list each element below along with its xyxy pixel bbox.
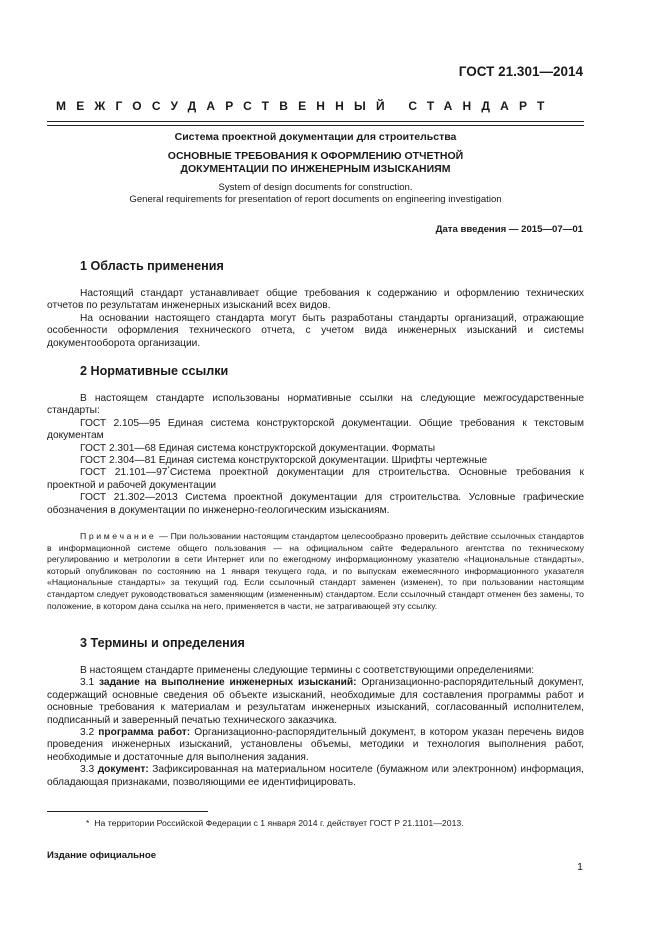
english-title-line-1: System of design documents for construction.: [218, 182, 413, 193]
paragraph: Настоящий стандарт устанавливает общие требования к содержанию и оформлению технических отчетов по результатам инженерных изысканий всех видов.: [47, 288, 584, 312]
footnote-divider: [47, 811, 208, 812]
term-definition: [47, 727, 584, 764]
section-1-heading: 1 Область применения: [80, 259, 224, 273]
note-block: [47, 531, 584, 612]
note-text: — При пользовании настоящим стандартом целесообразно проверить действие ссылочных стандартов в информационной системе общего пользования — на официальном сайте Федерального агентства по техническому регулированию и метрологии в сети Интернет или по ежегодному информационному указателю «Национальные стандарты», который опубликован по состоянию на 1 января текущего года, и по выпускам ежемесячного информационного указателя «Национальные стандарты» за текущий год. Если ссылочный стандарт заменен (изменен), то при пользовании настоящим стандартом следует руководствоваться заменяющим (измененным) стандартом. Если ссылочный стандарт отменен без замены, то положение, в котором дана ссылка на него, применяется в части, не затрагивающей эту ссылку.: [47, 531, 584, 611]
reference-item: ГОСТ 2.301—68 Единая система конструкторской документации. Форматы: [80, 442, 436, 454]
term-name: программа работ:: [98, 727, 191, 739]
term-name: документ:: [97, 764, 149, 776]
note-label: Примечание: [80, 531, 157, 541]
section-3-body: [47, 665, 584, 789]
paragraph: В настоящем стандарте применены следующие термины с соответствующими определениями:: [80, 665, 535, 676]
term-number: 3.1: [80, 677, 95, 689]
header-rule-thin: [47, 125, 584, 126]
footnote-text: На территории Российской Федерации с 1 января 2014 г. действует ГОСТ Р 21.1101—2013.: [94, 818, 464, 828]
english-title-line-2: General requirements for presentation of report documents on engineering investigation: [129, 193, 502, 205]
footnote-mark: *: [167, 467, 170, 474]
paragraph: На основании настоящего стандарта могут быть разработаны стандарты организаций, отражающие особенности оформления технического отчета, с учетом вида инженерных изысканий и системы документооборота организации.: [47, 312, 584, 349]
standard-type-banner: МЕЖГОСУДАРСТВЕННЫЙ СТАНДАРТ: [56, 99, 555, 113]
section-2-body: [47, 393, 584, 517]
reference-item: ГОСТ 2.304—81 Единая система конструкторской документации. Шрифты чертежные: [80, 455, 488, 467]
term-text: Организационно-распорядительный документ, содержащий основные сведения об объекте изысканий, необходимые для составления программы работ и основные требования к материалам и результатам инженерных изысканий, согласованный исполнителем, подписанный и заверенный печатью технического заказчика.: [47, 677, 584, 726]
term-name: задание на выполнение инженерных изысканий:: [98, 677, 357, 689]
introduction-date: Дата введения — 2015—07—01: [435, 224, 583, 235]
standard-code: ГОСТ 21.301—2014: [458, 64, 583, 79]
paragraph: В настоящем стандарте использованы нормативные ссылки на следующие межгосударственные стандарты:: [47, 393, 584, 417]
reference-text: Система проектной документации для строительства. Основные требования к проектной и рабочей документации: [47, 467, 585, 491]
page-number: 1: [577, 861, 583, 873]
reference-item: ГОСТ 2.105—95 Единая система конструкторской документации. Общие требования к текстовым документам: [47, 417, 584, 442]
english-title: [47, 182, 584, 205]
section-3-heading: 3 Термины и определения: [80, 636, 245, 650]
term-number: 3.3: [80, 764, 95, 776]
reference-item: ГОСТ 21.302—2013 Система проектной документации для строительства. Условные графические обозначения в документации по инженерно-геологическим изысканиям.: [47, 492, 584, 516]
document-title-line-1: ОСНОВНЫЕ ТРЕБОВАНИЯ К ОФОРМЛЕНИЮ ОТЧЕТНОЙ: [167, 150, 464, 162]
edition-label: Издание официальное: [47, 850, 157, 861]
section-1-body: [47, 288, 584, 350]
document-title: [47, 150, 584, 175]
term-definition: [47, 677, 584, 727]
term-number: 3.2: [80, 727, 95, 739]
reference-item: [47, 467, 584, 492]
term-text: Зафиксированная на материальном носителе (бумажном или электронном) информация, обладающая признаками, позволяющими ее идентифицировать.: [47, 764, 584, 788]
system-title: Система проектной документации для строительства: [174, 131, 457, 143]
header-rule-thick: [47, 121, 584, 122]
document-title-line-2: ДОКУМЕНТАЦИИ ПО ИНЖЕНЕРНЫМ ИЗЫСКАНИЯМ: [180, 162, 451, 175]
section-2-heading: 2 Нормативные ссылки: [80, 364, 229, 378]
footnote: [47, 818, 584, 828]
term-text: Организационно-распорядительный документ, в котором указан перечень видов проведения инженерных изысканий, установлены объемы, методики и технология выполнения работ, необходимые и достаточные для выполнения задания.: [47, 727, 584, 763]
footnote-mark: *: [86, 818, 90, 828]
term-definition: [47, 764, 584, 789]
reference-code: ГОСТ 21.101—97: [80, 467, 168, 479]
note-paragraph: [47, 531, 584, 612]
